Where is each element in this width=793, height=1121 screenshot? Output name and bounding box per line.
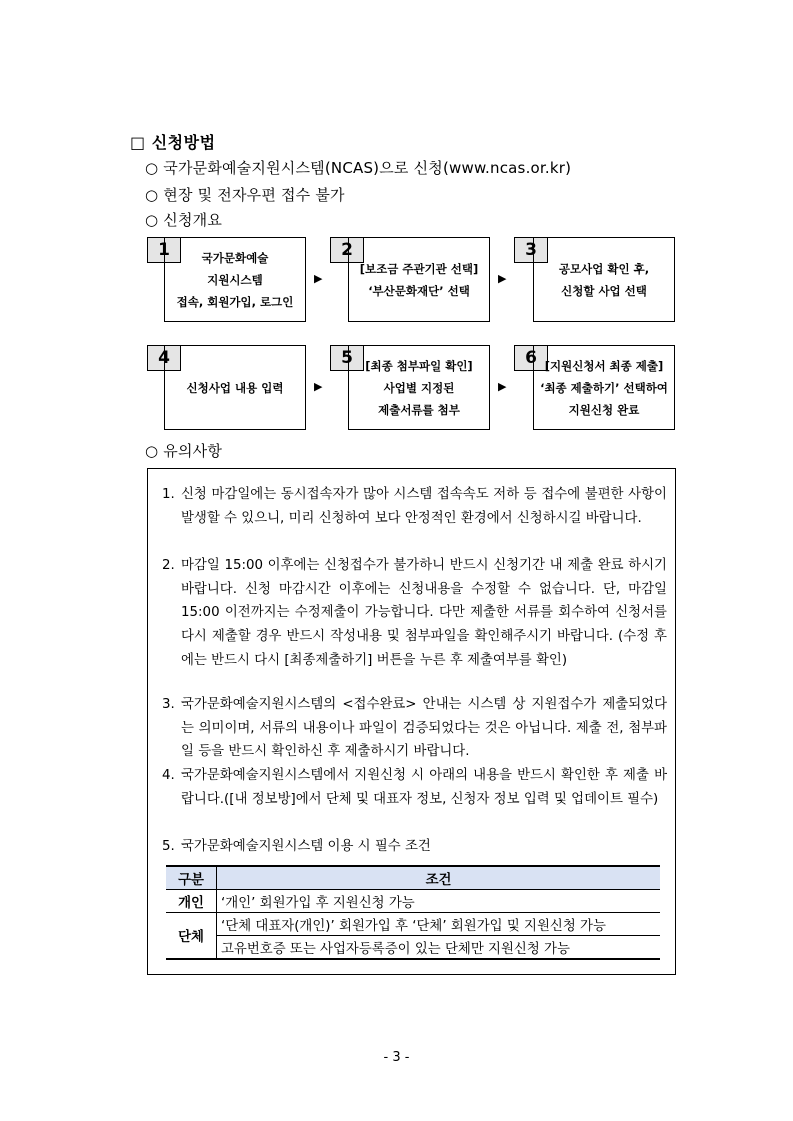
row-label-individual: 개인 xyxy=(166,890,217,913)
step-4-box xyxy=(164,345,306,430)
step-line: ‘부산문화재단’ 선택 xyxy=(368,283,470,298)
table-header-row xyxy=(166,866,660,890)
note-1 xyxy=(162,483,667,530)
header-category: 구분 xyxy=(166,866,217,890)
header-condition: 조건 xyxy=(217,866,661,890)
bullet-no-offline: ○ 현장 및 전자우편 접수 불가 xyxy=(145,186,345,204)
note-number: 5. xyxy=(162,839,175,854)
step-line: ‘최종 제출하기’ 선택하여 xyxy=(540,380,668,395)
table-row xyxy=(166,913,660,936)
step-1-box xyxy=(164,237,306,322)
step-3-box xyxy=(533,237,675,322)
arrow-icon: ▶ xyxy=(498,272,507,285)
step-6-box xyxy=(533,345,675,430)
note-text: 마감일 15:00 이후에는 신청접수가 불가하니 반드시 신청기간 내 제출 완료 하시기 바랍니다. 신청 마감시간 이후에는 신청내용을 수정할 수 없습니다. 단, 마감일 15:00 이전까지는 수정제출이 가능합니다. 다만 제출한 서류를 회수하여 신청서를 다시 제출할 경우 반드시 작성내용 및 첨부파일을 확인해주시기 바랍니다. (수정 후에는 반드시 다시 [최종제출하기] 버튼을 누른 후 제출여부를 확인) xyxy=(181,558,667,668)
step-line: [지원신청서 최종 제출] xyxy=(544,358,664,373)
table-row xyxy=(166,936,660,960)
note-text: 국가문화예술지원시스템에서 지원신청 시 아래의 내용을 반드시 확인한 후 제출 바랍니다.([내 정보방]에서 단체 및 대표자 정보, 신청자 정보 입력 및 업데이트 필수) xyxy=(181,768,667,807)
notes-box xyxy=(147,468,676,975)
note-2 xyxy=(162,554,667,673)
page-number: - 3 - xyxy=(383,1050,410,1065)
step-line: 접속, 회원가입, 로그인 xyxy=(176,294,294,309)
arrow-icon: ▶ xyxy=(498,380,507,393)
note-3 xyxy=(162,693,667,764)
step-6-number: 6 xyxy=(514,345,548,371)
step-3-number: 3 xyxy=(514,237,548,263)
step-line: [최종 첨부파일 확인] xyxy=(365,358,473,373)
step-2-number: 2 xyxy=(330,237,364,263)
note-number: 1. xyxy=(162,487,175,502)
row-label-group: 단체 xyxy=(166,913,217,960)
arrow-icon: ▶ xyxy=(314,380,323,393)
row-condition: ‘개인’ 회원가입 후 지원신청 가능 xyxy=(217,890,661,913)
step-line: 신청할 사업 선택 xyxy=(561,283,647,298)
step-1-number: 1 xyxy=(147,237,181,263)
section-marker: □ xyxy=(130,133,146,152)
note-text: 국가문화예술지원시스템 이용 시 필수 조건 xyxy=(181,839,431,854)
table-row xyxy=(166,890,660,913)
note-number: 2. xyxy=(162,558,175,573)
note-text: 국가문화예술지원시스템의 <접수완료> 안내는 시스템 상 지원접수가 제출되었다는 의미이며, 서류의 내용이나 파일이 검증되었다는 것은 아닙니다. 제출 전, 첨부파일 등을 반드시 확인하신 후 제출하시기 바랍니다. xyxy=(181,697,667,760)
step-line: 지원시스템 xyxy=(207,272,263,287)
step-line: 국가문화예술 xyxy=(201,250,269,265)
bullet-ncas: ○ 국가문화예술지원시스템(NCAS)으로 신청(www.ncas.or.kr) xyxy=(145,159,572,177)
section-title xyxy=(130,130,216,153)
note-number: 4. xyxy=(162,768,175,783)
section-title-text: 신청방법 xyxy=(151,133,216,152)
row-condition: ‘단체 대표자(개인)’ 회원가입 후 ‘단체’ 회원가입 및 지원신청 가능 xyxy=(217,913,661,936)
step-line: [보조금 주관기관 선택] xyxy=(359,261,479,276)
arrow-icon: ▶ xyxy=(314,272,323,285)
note-text: 신청 마감일에는 동시접속자가 많아 시스템 접속속도 저하 등 접수에 불편한 사항이 발생할 수 있으니, 미리 신청하여 보다 안정적인 환경에서 신청하시길 바랍니다. xyxy=(181,487,667,526)
step-line: 공모사업 확인 후, xyxy=(558,261,650,276)
bullet-notes: ○ 유의사항 xyxy=(145,442,223,460)
row-condition: 고유번호증 또는 사업자등록증이 있는 단체만 지원신청 가능 xyxy=(217,936,661,960)
note-5 xyxy=(162,835,667,859)
step-line: 지원신청 완료 xyxy=(568,402,640,417)
step-5-box xyxy=(348,345,490,430)
step-5-number: 5 xyxy=(330,345,364,371)
step-4-number: 4 xyxy=(147,345,181,371)
note-4 xyxy=(162,764,667,811)
note-number: 3. xyxy=(162,697,175,712)
step-line: 사업별 지정된 xyxy=(383,380,455,395)
bullet-overview: ○ 신청개요 xyxy=(145,211,223,229)
step-line: 신청사업 내용 입력 xyxy=(186,380,284,395)
conditions-table xyxy=(166,865,660,960)
step-2-box xyxy=(348,237,490,322)
step-line: 제출서류를 첨부 xyxy=(378,402,460,417)
